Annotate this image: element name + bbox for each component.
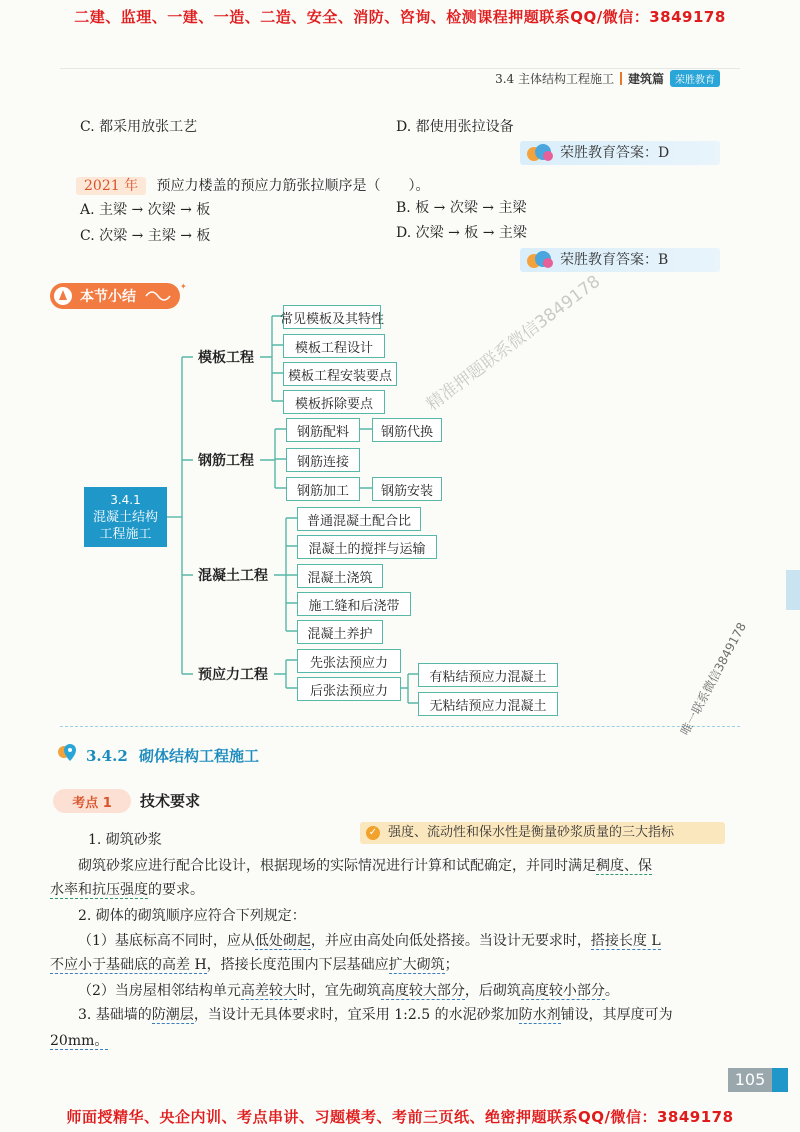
watermark-diagonal: 精准押题联系微信3849178 xyxy=(423,271,605,415)
q2-year-badge: 2021 年 xyxy=(76,177,146,195)
underlined-term: 高差较大 xyxy=(240,983,297,999)
para-line xyxy=(50,878,740,902)
text-run: （1）基底标高不同时，应从 xyxy=(78,933,255,949)
underlined-term: 低处砌起 xyxy=(254,933,311,949)
brand-logo: 荣胜教育 xyxy=(670,70,720,87)
q1-option-c: C. 都采用放张工艺 xyxy=(80,119,198,135)
q1-option-d: D. 都使用张拉设备 xyxy=(396,119,514,135)
root-line1: 混凝土结构 xyxy=(92,509,158,525)
concrete-item: 施工缝和后浇带 xyxy=(297,592,411,616)
rebar-item: 钢筋配料 xyxy=(286,418,360,442)
formwork-item: 常见模板及其特性 xyxy=(283,305,381,329)
concrete-item: 混凝土浇筑 xyxy=(297,564,383,588)
text-run: 。 xyxy=(604,983,619,999)
text-run: ； xyxy=(444,957,459,973)
formwork-item: 模板工程设计 xyxy=(283,334,385,358)
para-line xyxy=(50,979,740,1003)
prestress-subitem: 有粘结预应力混凝土 xyxy=(418,663,558,687)
margin-note xyxy=(360,822,725,844)
prestress-item: 后张法预应力 xyxy=(297,677,401,701)
section-divider xyxy=(60,726,740,727)
margin-note-text: 强度、流动性和保水性是衡量砂浆质量的三大指标 xyxy=(388,825,675,840)
text-run: 3. 基础墙的 xyxy=(78,1007,152,1023)
top-ad-banner: 二建、监理、一建、一造、二造、安全、消防、咨询、检测课程押题联系QQ/微信：3849178 xyxy=(74,8,726,26)
underlined-term: 20mm。 xyxy=(50,1033,109,1049)
para-line xyxy=(50,1003,740,1027)
text-run: ，并应由高处向低处搭接。当设计无要求时， xyxy=(310,933,591,949)
category-rebar: 钢筋工程 xyxy=(198,453,254,469)
kaodian-title: 技术要求 xyxy=(140,792,201,810)
para-line xyxy=(50,1029,740,1053)
para-line xyxy=(50,854,740,878)
prestress-subitem: 无粘结预应力混凝土 xyxy=(418,692,558,716)
underlined-term: 水率和抗压强度 xyxy=(50,882,148,898)
underlined-term: 不应小于基础底的高差 H xyxy=(50,957,207,973)
summary-label: 本节小结 xyxy=(80,289,136,305)
text-run: ，后砌筑 xyxy=(464,983,521,999)
section-number: 3.4.2 xyxy=(86,747,128,765)
check-icon: ✓ xyxy=(366,826,380,840)
mindmap-root xyxy=(84,487,167,547)
text-run: 时，宜先砌筑 xyxy=(296,983,381,999)
para-line xyxy=(50,953,740,977)
prestress-item: 先张法预应力 xyxy=(297,649,401,673)
q2-option-c: C. 次梁 → 主梁 → 板 xyxy=(80,228,211,244)
q2-option-b: B. 板 → 次梁 → 主梁 xyxy=(396,200,527,216)
category-concrete: 混凝土工程 xyxy=(198,568,268,584)
location-pin-icon xyxy=(56,741,82,763)
text-run: ，搭接长度范围内下层基础应 xyxy=(206,957,389,973)
underlined-term: 高度较小部分 xyxy=(520,983,605,999)
underlined-term: 防潮层 xyxy=(151,1007,194,1023)
section-title xyxy=(86,745,259,766)
category-formwork: 模板工程 xyxy=(198,350,254,366)
root-line2: 工程施工 xyxy=(99,526,152,542)
text-run: 砌筑砂浆应进行配合比设计，根据现场的实际情况进行计算和试配确定，并同时满足 xyxy=(78,858,596,874)
concrete-item: 普通混凝土配合比 xyxy=(297,507,421,531)
q2-stem: 预应力楼盖的预应力筋张拉顺序是（ ）。 xyxy=(156,178,430,194)
concrete-item: 混凝土养护 xyxy=(297,620,383,644)
q2-option-a: A. 主梁 → 次梁 → 板 xyxy=(80,202,211,218)
category-prestress: 预应力工程 xyxy=(198,667,268,683)
underlined-term: 防水剂 xyxy=(518,1007,561,1023)
q2-option-d: D. 次梁 → 板 → 主梁 xyxy=(396,225,527,241)
para-mortar-title: 1. 砌筑砂浆 xyxy=(88,832,162,848)
formwork-item: 模板工程安装要点 xyxy=(283,362,397,386)
header-section: 3.4 主体结构工程施工 xyxy=(495,72,614,86)
underlined-term: 扩大砌筑 xyxy=(388,957,445,973)
rebar-subitem: 钢筋安装 xyxy=(372,477,442,501)
text-run: 的要求。 xyxy=(148,882,204,898)
text-run: 铺设，其厚度可为 xyxy=(560,1007,673,1023)
concrete-item: 混凝土的搅拌与运输 xyxy=(297,535,437,559)
para-line xyxy=(50,929,740,953)
page-number-tab xyxy=(772,1068,788,1092)
watermark-side: 唯一联系微信3849178 xyxy=(677,620,750,738)
rebar-item: 钢筋连接 xyxy=(286,448,360,472)
text-run: ，当设计无具体要求时，宜采用 1:2.5 的水泥砂浆加 xyxy=(193,1007,519,1023)
formwork-item: 模板拆除要点 xyxy=(283,390,385,414)
root-number: 3.4.1 xyxy=(110,492,141,507)
kaodian-badge: 考点 1 xyxy=(53,789,131,813)
header-category: 建筑篇 xyxy=(627,72,664,86)
page-number: 105 xyxy=(728,1068,772,1092)
underlined-term: 高度较大部分 xyxy=(380,983,465,999)
rebar-subitem: 钢筋代换 xyxy=(372,418,442,442)
para-line: 2. 砌体的砌筑顺序应符合下列规定： xyxy=(78,908,306,924)
text-run: （2）当房屋相邻结构单元 xyxy=(78,983,241,999)
underlined-term: 稠度、保 xyxy=(596,858,652,874)
svg-text:✦: ✦ xyxy=(180,282,187,291)
q1-answer: 荣胜教育答案：D xyxy=(560,145,670,161)
bottom-ad-banner: 师面授精华、央企内训、考点串讲、习题模考、考前三页纸、绝密押题联系QQ/微信：3849178 xyxy=(66,1108,734,1126)
rebar-item: 钢筋加工 xyxy=(286,477,360,501)
side-tab xyxy=(786,570,800,610)
section-name: 砌体结构工程施工 xyxy=(139,747,260,765)
underlined-term: 搭接长度 L xyxy=(590,933,661,949)
q2-answer: 荣胜教育答案：B xyxy=(560,252,669,268)
